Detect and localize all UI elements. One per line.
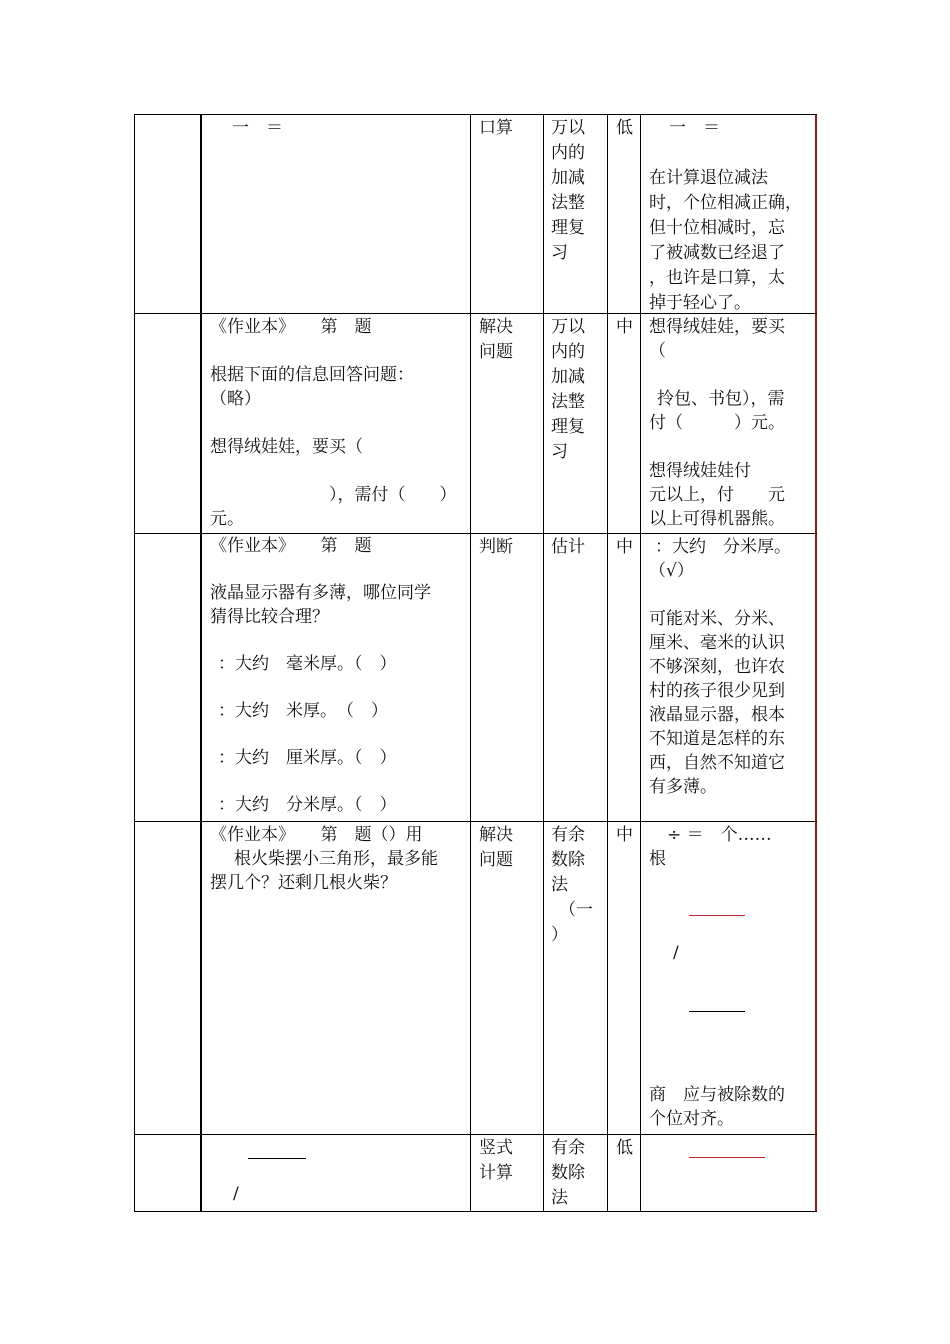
knowledge-topic: 万以 内的 加减 法整 理复 习 [551,317,585,462]
knowledge-topic: 估计 [551,537,585,557]
grid-vline [543,114,544,1212]
question-type: 判断 [479,537,513,557]
grid-hline [134,114,817,115]
grid-right-border [815,114,817,1212]
grid-hline [134,1211,817,1212]
difficulty-level: 低 [616,118,633,138]
difficulty-level: 中 [616,537,633,557]
black-division-line [248,1158,306,1159]
question-type: 解决 问题 [479,317,513,362]
question-content: 《作业本》 第 题（）用 根火柴摆小三角形，最多能 摆几个？还剩几根火柴？ [210,825,438,893]
error-analysis: 想得绒娃娃，要买 （ 拎包、书包），需 付（ ）元。 想得绒娃娃付 元以上，付 元 以上可得机器熊。 [649,317,785,529]
difficulty-level: 中 [616,825,633,845]
division-slash: / [673,943,679,963]
grid-vline [470,114,471,1212]
grid-vline [640,114,641,1212]
division-slash: / [233,1184,239,1204]
grid-hline [134,533,817,534]
grid-hline [134,1134,817,1135]
error-analysis: 一 ＝ 在计算退位减法 时，个位相减正确， 但十位相减时，忘 了被减数已经退了 ，也许是口算，太 掉于轻心了。 [649,118,802,313]
error-analysis-note: 商 应与被除数的 个位对齐。 [649,1085,785,1129]
knowledge-topic: 有余 数除 法 [551,1138,585,1208]
red-division-line [689,915,745,916]
red-division-line [689,1157,765,1158]
grid-vline [200,114,202,1212]
question-type: 竖式 计算 [479,1138,513,1183]
grid-vline [134,114,135,1212]
question-content: 《作业本》 第 题 液晶显示器有多薄，哪位同学 猜得比较合理？ ：大约 毫米厚。（ ） ：大约 米厚。 （ ） ：大约 厘米厚。（ ） ：大约 分米厚。（ ） [210,536,431,815]
knowledge-topic: 万以 内的 加减 法整 理复 习 [551,118,585,263]
question-content: 一 ＝ [232,118,283,138]
question-type: 口算 [479,118,513,138]
error-analysis: ：大约 分米厚。 （√） 可能对米、分米、 厘米、毫米的认识 不够深刻，也许农 村的孩子很少见到 液晶显示器，根本 不知道是怎样的东 西，自然不知道它 有多薄。 [649,537,791,797]
question-type: 解决 问题 [479,825,513,870]
knowledge-topic: 有余 数除 法 （一 ） [551,825,593,945]
question-content: 《作业本》 第 题 根据下面的信息回答问题： （略） 想得绒娃娃，要买（ ），需付（ ） 元。 [210,317,457,529]
difficulty-level: 低 [616,1138,633,1158]
grid-vline [607,114,608,1212]
grid-hline [134,821,817,822]
black-division-line [689,1011,745,1012]
error-analysis: ÷ ＝ 个…… 根 [649,825,772,869]
difficulty-level: 中 [616,317,633,337]
